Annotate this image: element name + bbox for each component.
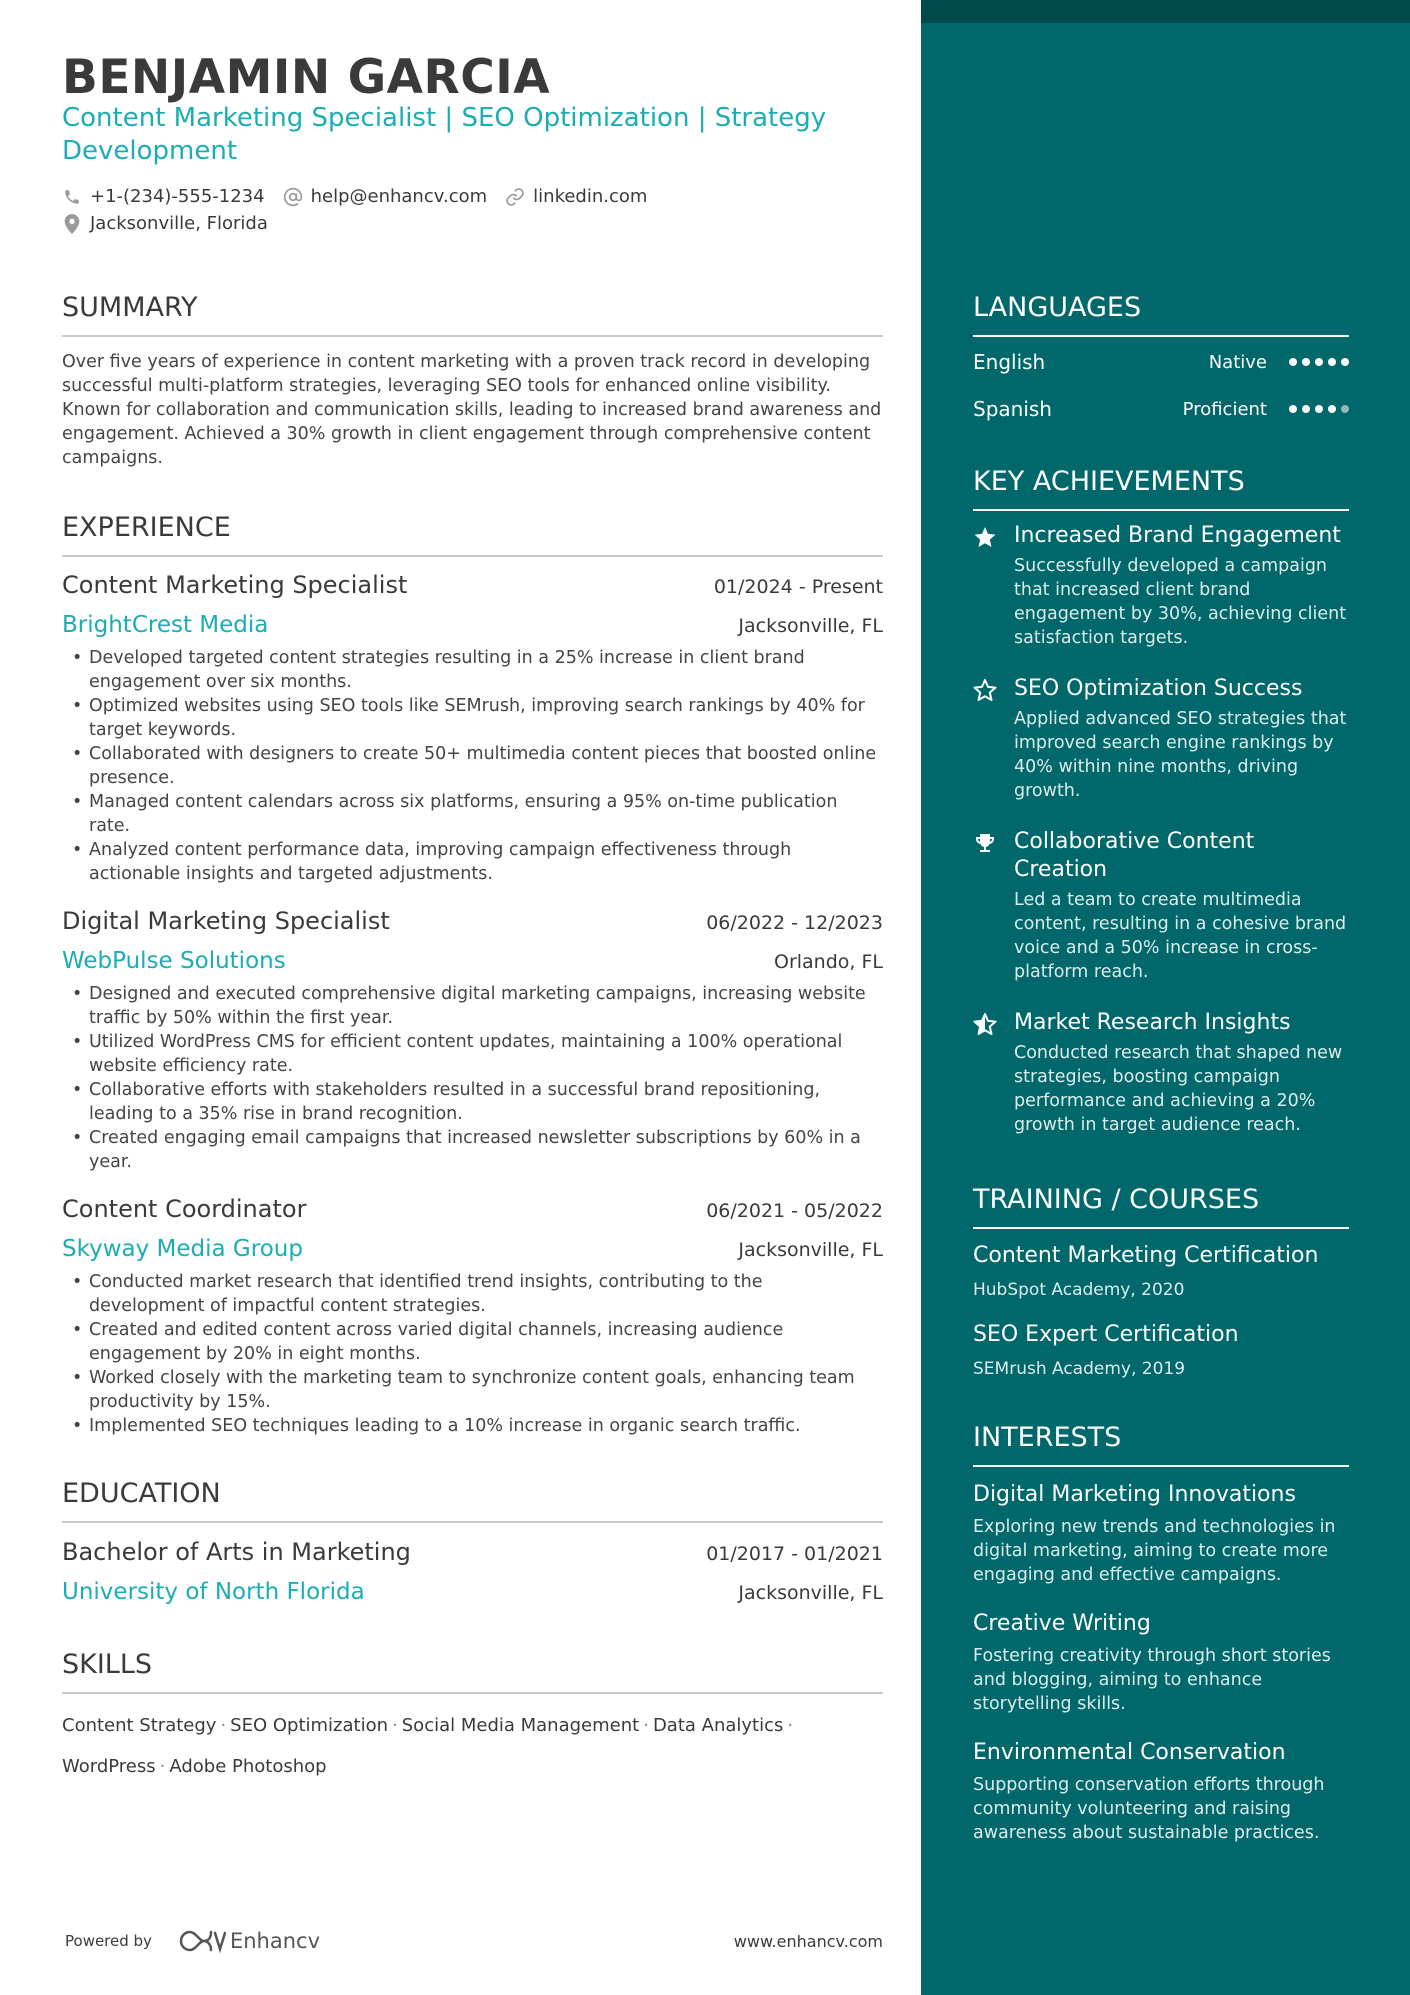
job-company: Skyway Media Group: [62, 1236, 303, 1262]
achievement-desc: Conducted research that shaped new strategies, boosting campaign performance and achieving a 20% growth in target audience reach.: [1014, 1043, 1343, 1135]
location-text: Jacksonville, Florida: [90, 213, 268, 234]
job-entry: [62, 1194, 883, 1438]
job-company: BrightCrest Media: [62, 612, 269, 638]
main-column: [62, 0, 883, 1995]
job-location: Orlando, FL: [773, 951, 883, 973]
powered-by-text: Powered by: [65, 1932, 152, 1950]
skill-item: WordPress: [62, 1756, 156, 1777]
education-dates: 01/2017 - 01/2021: [706, 1543, 883, 1565]
star-outline-icon: [973, 678, 997, 702]
phone-icon: [62, 187, 82, 207]
job-location: Jacksonville, FL: [738, 1239, 883, 1261]
candidate-title: Content Marketing Specialist | SEO Optimization | Strategy Development: [62, 103, 827, 166]
interests-heading: INTERESTS: [973, 1421, 1349, 1467]
job-dates: 06/2021 - 05/2022: [706, 1200, 883, 1222]
job-bullet: • Optimized websites using SEO tools like SEMrush, improving search rankings by 40% for target keywords.: [62, 694, 883, 742]
language-name: Spanish: [973, 397, 1052, 421]
skill-item: Adobe Photoshop: [169, 1756, 327, 1777]
job-bullet: • Collaborative efforts with stakeholders resulted in a successful brand repositioning, leading to a 35% rise in brand recognition.: [62, 1078, 883, 1126]
skills-heading: SKILLS: [62, 1648, 883, 1694]
interest-item: [973, 1481, 1349, 1587]
summary-heading: SUMMARY: [62, 291, 883, 337]
enhancv-brand-text: Enhancv: [229, 1929, 320, 1953]
contact-email[interactable]: [283, 186, 488, 208]
achievement-title: SEO Optimization Success: [1014, 676, 1303, 701]
enhancv-logo[interactable]: [178, 1928, 320, 1954]
interest-title: Environmental Conservation: [973, 1740, 1286, 1765]
achievement-title: Market Research Insights: [1014, 1010, 1291, 1035]
summary-text: Over five years of experience in content marketing with a proven track record in developing successful multi-platform strategies, leveraging SEO tools for enhanced online visibility. Known for collaboration and communication skills, leading to increased brand awareness and engagement. Achieved a 30% growth in client engagement through comprehensive content campaigns.: [62, 352, 882, 468]
course-item: [973, 1242, 1349, 1302]
phone-text: +1-(234)-555-1234: [90, 186, 265, 207]
interest-title: Creative Writing: [973, 1611, 1151, 1636]
job-title: Digital Marketing Specialist: [62, 907, 390, 935]
job-bullet: • Managed content calendars across six platforms, ensuring a 95% on-time publication rate.: [62, 790, 883, 838]
email-text: help@enhancv.com: [310, 186, 488, 207]
degree: Bachelor of Arts in Marketing: [62, 1538, 411, 1566]
skill-item: SEO Optimization: [230, 1715, 389, 1736]
interest-desc: Supporting conservation efforts through community volunteering and raising awareness about sustainable practices.: [973, 1775, 1325, 1843]
education-entry: [62, 1537, 883, 1607]
achievement-item: [973, 522, 1349, 650]
job-dates: 06/2022 - 12/2023: [706, 912, 883, 934]
job-bullets: [62, 646, 883, 886]
course-item: [973, 1321, 1349, 1381]
achievement-desc: Applied advanced SEO strategies that improved search engine rankings by 40% within nine months, driving growth.: [1014, 709, 1347, 801]
course-title: Content Marketing Certification: [973, 1243, 1319, 1268]
language-item: [973, 350, 1349, 374]
job-title: Content Coordinator: [62, 1195, 307, 1223]
language-level: Proficient: [1182, 398, 1267, 420]
job-bullet: • Designed and executed comprehensive digital marketing campaigns, increasing website traffic by 50% within the first year.: [62, 982, 883, 1030]
skills-list: Content Strategy · SEO Optimization · Social Media Management · Data Analytics · WordPress · Adobe Photoshop: [62, 1715, 794, 1777]
sidebar: [921, 0, 1410, 1995]
achievement-title: Collaborative Content Creation: [1014, 829, 1255, 882]
job-bullet: • Created engaging email campaigns that increased newsletter subscriptions by 60% in a year.: [62, 1126, 883, 1174]
achievement-item: [973, 828, 1349, 984]
language-level: Native: [1208, 351, 1267, 373]
achievement-title: Increased Brand Engagement: [1014, 523, 1341, 548]
star-half-icon: [973, 1012, 997, 1036]
achievement-desc: Successfully developed a campaign that increased client brand engagement by 30%, achieving client satisfaction targets.: [1014, 556, 1347, 648]
language-rating: [1289, 405, 1349, 413]
sidebar-top-bar: [921, 0, 1410, 23]
language-rating: [1289, 358, 1349, 366]
course-title: SEO Expert Certification: [973, 1322, 1239, 1347]
contact-location: [62, 213, 286, 235]
job-bullet: • Worked closely with the marketing team to synchronize content goals, enhancing team productivity by 15%.: [62, 1366, 883, 1414]
footer-site-link[interactable]: www.enhancv.com: [733, 1931, 883, 1951]
interest-item: [973, 1739, 1349, 1845]
job-bullet: • Implemented SEO techniques leading to a 10% increase in organic search traffic.: [62, 1414, 883, 1438]
skill-item: Data Analytics: [652, 1715, 784, 1736]
school: University of North Florida: [62, 1579, 365, 1605]
job-company: WebPulse Solutions: [62, 948, 286, 974]
job-bullets: [62, 982, 883, 1174]
job-bullet: • Created and edited content across varied digital channels, increasing audience engagement by 20% in eight months.: [62, 1318, 883, 1366]
location-pin-icon: [62, 214, 82, 234]
experience-heading: EXPERIENCE: [62, 511, 883, 557]
interest-desc: Fostering creativity through short stories and blogging, aiming to enhance storytelling skills.: [973, 1646, 1331, 1714]
achievement-desc: Led a team to create multimedia content, resulting in a cohesive brand voice and a 50% increase in cross-platform reach.: [1014, 890, 1347, 982]
job-title: Content Marketing Specialist: [62, 571, 408, 599]
language-item: [973, 397, 1349, 421]
job-dates: 01/2024 - Present: [713, 576, 883, 598]
job-bullets: [62, 1270, 883, 1438]
footer: [65, 1928, 883, 1954]
contact-row: [62, 186, 665, 208]
job-entry: [62, 570, 883, 886]
at-sign-icon: [283, 187, 303, 207]
education-heading: EDUCATION: [62, 1477, 883, 1523]
interest-desc: Exploring new trends and technologies in digital marketing, aiming to create more engaging and effective campaigns.: [973, 1517, 1336, 1585]
star-filled-icon: [973, 525, 997, 549]
link-icon: [505, 187, 525, 207]
skill-item: Content Strategy: [62, 1715, 217, 1736]
course-provider: HubSpot Academy, 2020: [973, 1280, 1185, 1300]
job-entry: [62, 906, 883, 1174]
achievements-heading: KEY ACHIEVEMENTS: [973, 465, 1349, 511]
job-bullet: • Conducted market research that identified trend insights, contributing to the development of impactful content strategies.: [62, 1270, 883, 1318]
linkedin-text: linkedin.com: [533, 186, 648, 207]
contact-linkedin[interactable]: [505, 186, 647, 208]
candidate-name: BENJAMIN GARCIA: [62, 50, 551, 105]
interest-title: Digital Marketing Innovations: [973, 1482, 1296, 1507]
skill-item: Social Media Management: [401, 1715, 640, 1736]
trophy-icon: [973, 831, 997, 855]
job-bullet: • Analyzed content performance data, improving campaign effectiveness through actionable insights and targeted adjustments.: [62, 838, 883, 886]
job-bullet: • Developed targeted content strategies resulting in a 25% increase in client brand engagement over six months.: [62, 646, 883, 694]
contact-phone[interactable]: [62, 186, 265, 208]
course-provider: SEMrush Academy, 2019: [973, 1359, 1186, 1379]
job-location: Jacksonville, FL: [738, 615, 883, 637]
job-bullet: • Collaborated with designers to create 50+ multimedia content pieces that boosted online presence.: [62, 742, 883, 790]
language-name: English: [973, 350, 1046, 374]
enhancv-logo-icon: [178, 1928, 226, 1954]
achievement-item: [973, 675, 1349, 803]
education-location: Jacksonville, FL: [738, 1582, 883, 1604]
training-heading: TRAINING / COURSES: [973, 1183, 1349, 1229]
interest-item: [973, 1610, 1349, 1716]
achievement-item: [973, 1009, 1349, 1137]
languages-heading: LANGUAGES: [973, 291, 1349, 337]
job-bullet: • Utilized WordPress CMS for efficient content updates, maintaining a 100% operational website efficiency rate.: [62, 1030, 883, 1078]
